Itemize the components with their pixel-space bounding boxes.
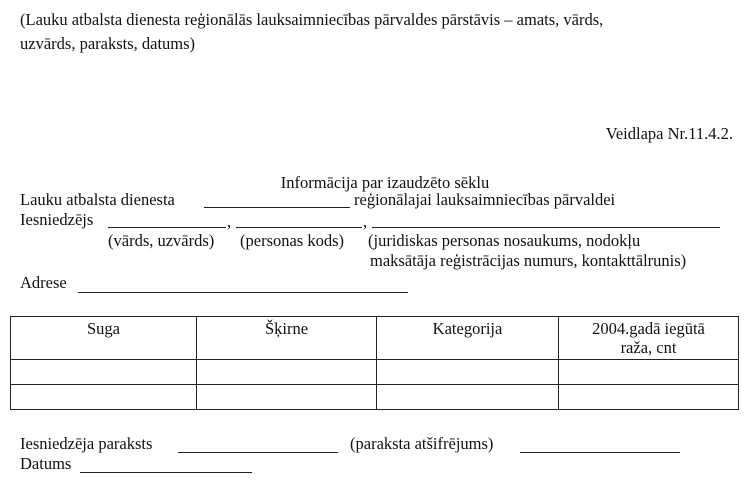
signature-label: Iesniedzēja paraksts [20,434,153,453]
header-note-line1: (Lauku atbalsta dienesta reģionālās lauksaimniecības pārvaldes pārstāvis – amats, vārds, [20,10,604,29]
date-label: Datums [20,454,72,473]
table-row [11,385,739,410]
hint-name: (vārds, uzvārds) [108,231,215,250]
comma: , [227,212,232,231]
form-number: Veidlapa Nr.11.4.2. [605,124,733,143]
header-suga: Suga [11,317,197,360]
table-cell[interactable] [11,360,197,385]
hint-legal-1: (juridiskas personas nosaukums, nodokļu [368,231,641,250]
date-field[interactable] [80,472,252,473]
table-cell[interactable] [377,360,559,385]
table-cell[interactable] [197,385,377,410]
seed-table [10,316,739,410]
header-raza: 2004.gadā iegūtā raža, cnt [559,317,739,360]
table-cell[interactable] [11,385,197,410]
decipher-field[interactable] [520,452,680,453]
header-kategorija: Kategorija [377,317,559,360]
address-label: Adrese [20,273,67,292]
address-field[interactable] [78,292,408,293]
table-row [11,360,739,385]
header-note-line2: uzvārds, paraksts, datums) [20,34,196,53]
table-cell[interactable] [559,360,739,385]
submitter-label: Iesniedzējs [20,210,94,229]
table-header-row [11,317,739,360]
table-cell[interactable] [559,385,739,410]
service-suffix: reģionālajai lauksaimniecības pārvaldei [354,190,616,209]
header-skirne: Šķirne [197,317,377,360]
service-field[interactable] [204,207,350,208]
hint-code: (personas kods) [240,231,345,250]
name-field[interactable] [108,227,226,228]
table-cell[interactable] [197,360,377,385]
comma: , [363,212,368,231]
hint-legal-2: maksātāja reģistrācijas numurs, kontakttālrunis) [370,251,687,270]
signature-field[interactable] [178,452,338,453]
legal-entity-field[interactable] [372,227,720,228]
service-label: Lauku atbalsta dienesta [20,190,175,209]
table-cell[interactable] [377,385,559,410]
decipher-label: (paraksta atšifrējums) [350,434,494,453]
personal-code-field[interactable] [236,227,362,228]
page-title: Informācija par izaudzēto sēklu [280,173,490,192]
